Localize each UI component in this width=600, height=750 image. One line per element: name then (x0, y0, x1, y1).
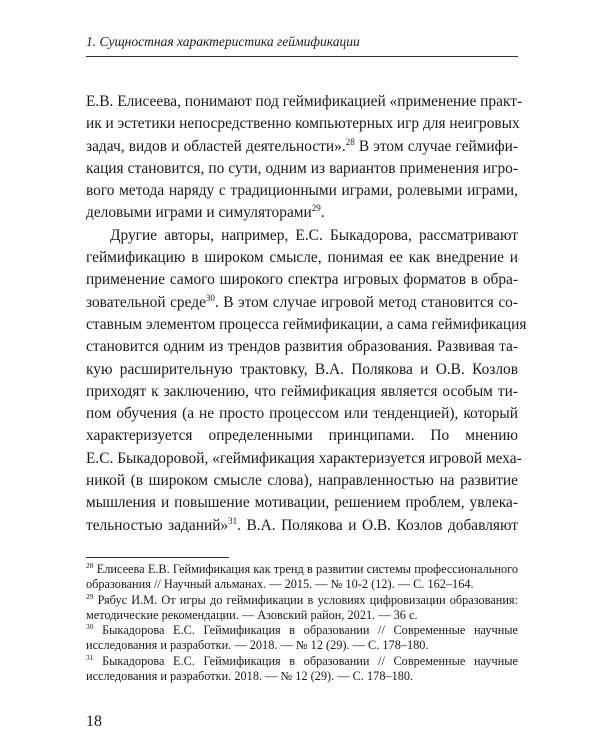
text-segment: В.А. Полякова и О.В. Козлов добавляют (240, 516, 518, 534)
text-line (86, 202, 518, 224)
paragraph-1 (86, 91, 523, 225)
text-segment: . (320, 204, 325, 222)
text-line (86, 136, 518, 158)
text-segment: тельностью заданий» (86, 516, 229, 534)
text-segment: деловыми играми и симуляторами (86, 204, 312, 222)
text-segment: В этом случае геймифи- (354, 137, 518, 155)
footnote-31 (86, 654, 518, 685)
text-line: применение самого широкого спектра игровых форматов в обра- (86, 271, 518, 289)
footnote-text: Елисеева Е.В. Геймификация как тренд в развитии системы профессионального образования // Научный альманах. — 2015. — № 10-2 (12). — С. 162–164. (86, 562, 518, 592)
text-line: ставным элементом процесса геймификации, а сама геймификация (86, 315, 527, 333)
text-segment: . В этом случае игровой метод становится со- (214, 293, 518, 311)
text-line: характеризуется определенными принципами. По мнению (86, 427, 518, 445)
text-line: пом обучения (а не просто процессом или тенденцией), который (86, 405, 518, 423)
text-line: ик и эстетики непосредственно компьютерных игр для неигровых (86, 115, 520, 133)
text-line: мышления и повышение мотивации, решением проблем, увлека- (86, 494, 518, 512)
footnotes (86, 562, 518, 684)
text-line: Е.В. Елисеева, понимают под геймификацией «применение практ- (86, 93, 523, 110)
text-line (86, 292, 518, 314)
footnote-number: 28 (86, 561, 94, 570)
text-line: кация становится, по сути, одним из вариантов применения игро- (86, 159, 518, 177)
footnote-text: Быкадорова Е.С. Геймификация в образовании // Современные научные исследования и разработки. — 2018. — № 12 (29). — С. 178–180. (86, 623, 518, 653)
footnote-ref-30[interactable]: 30 (205, 292, 215, 303)
footnote-ref-31[interactable]: 31 (228, 515, 238, 526)
page-number: 18 (86, 713, 102, 730)
paragraph-2 (86, 225, 527, 537)
footnote-ref-28[interactable]: 28 (345, 136, 355, 147)
footnote-text: Быкадорова Е.С. Геймификация в образовании // Современные научные исследования и разработки. 2018. — № 12 (29). — С. 178–180. (86, 653, 518, 684)
text-line: кую расширительную трактовку, В.А. Полякова и О.В. Козлов (86, 360, 518, 378)
footnote-text: Рябус И.М. От игры до геймификации в условиях цифровизации образования: методические рекомендации. — Азовский район, 2021. — 36 с. (86, 592, 518, 622)
text-line: приходят к заключению, что геймификация является особым ти- (86, 382, 518, 400)
text-segment: задач, видов и областей деятельности». (86, 137, 346, 155)
text-segment: . (237, 516, 241, 534)
header-divider (86, 56, 518, 57)
text-line: становится одним из трендов развития образования. Развивая та- (86, 338, 518, 356)
footnote-30 (86, 623, 518, 654)
text-line: вого метода наряду с традиционными играми, ролевыми играми, (86, 182, 518, 200)
main-text (86, 91, 527, 537)
footnote-divider (86, 557, 229, 558)
footnote-28 (86, 562, 518, 593)
footnote-ref-29[interactable]: 29 (311, 203, 321, 214)
text-line: никой (в широком смысле слова), направленностью на развитие (86, 472, 518, 490)
running-header: 1. Сущностная характеристика геймификации (86, 34, 360, 49)
footnote-number: 30 (86, 622, 94, 632)
footnote-29 (86, 593, 518, 624)
text-line: геймификацию в широком смысле, понимая ее как внедрение и (86, 249, 518, 267)
text-line (86, 515, 518, 537)
text-segment: зовательной среде (86, 293, 206, 311)
text-line: Другие авторы, например, Е.С. Быкадорова, рассматривают (110, 226, 518, 244)
footnote-number: 29 (86, 591, 94, 601)
footnote-number: 31 (86, 652, 94, 662)
text-line: Е.С. Быкадоровой, «геймификация характеризуется игровой меха- (86, 449, 522, 467)
